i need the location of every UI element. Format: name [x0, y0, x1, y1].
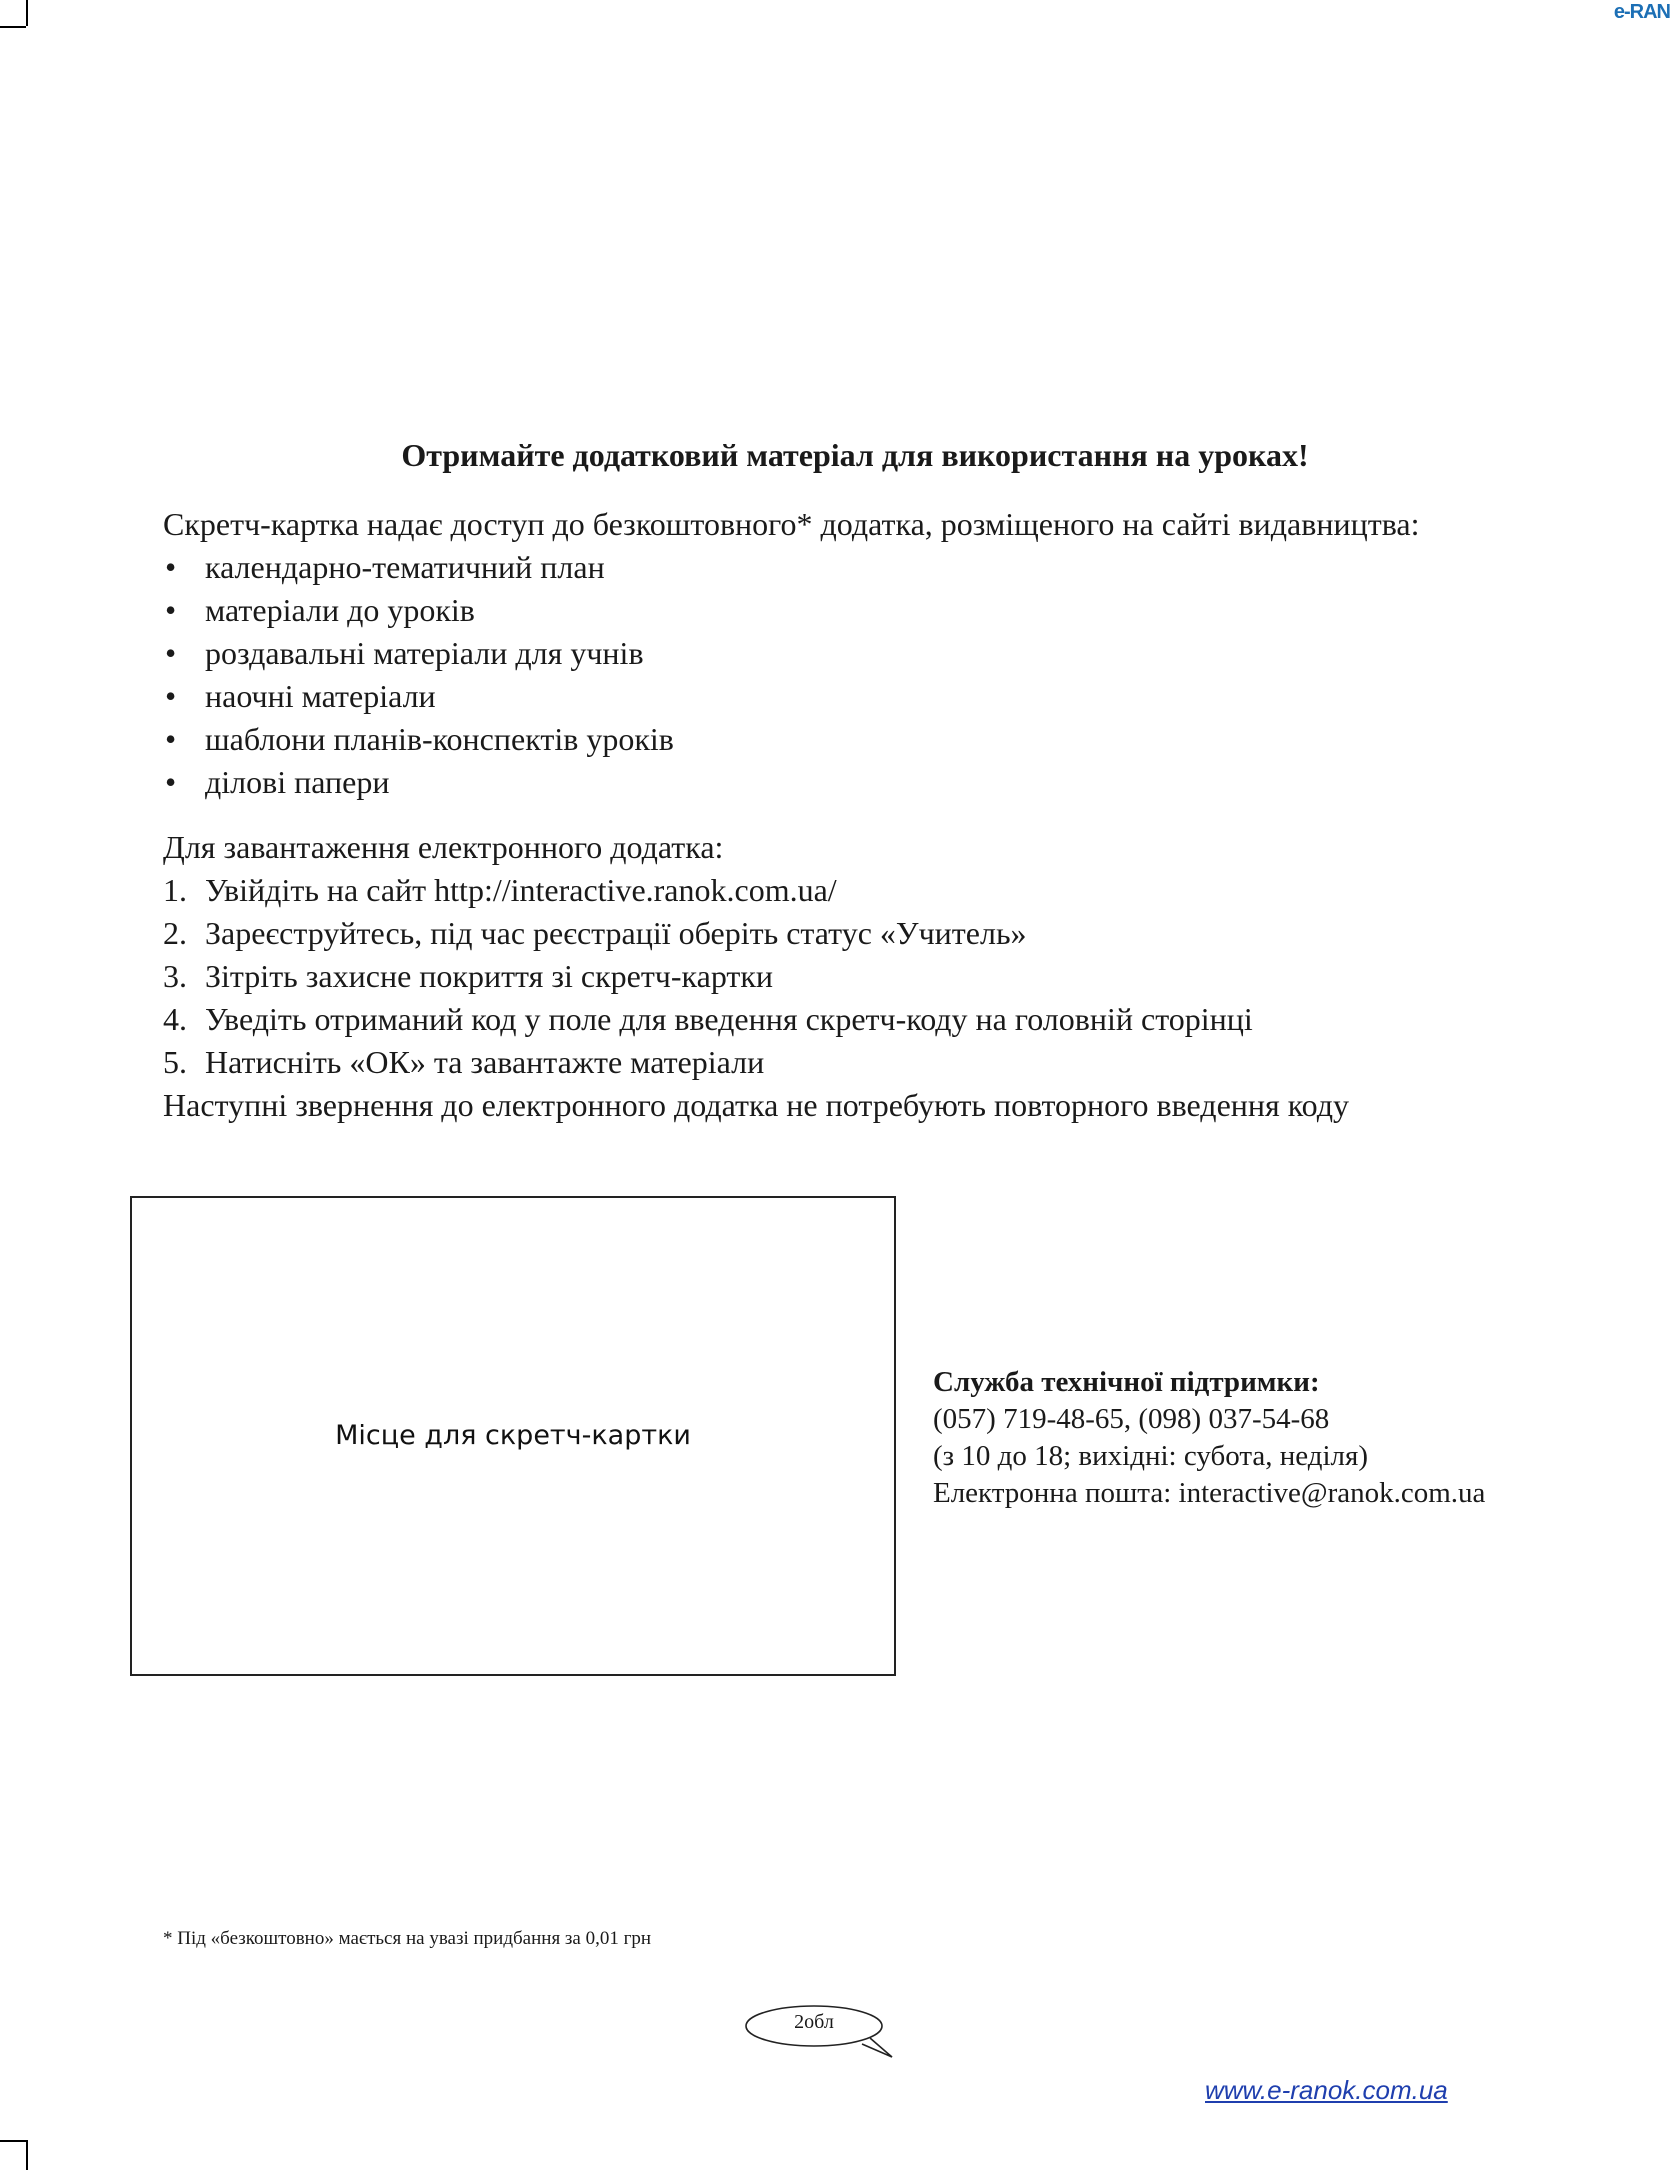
step-text: Зареєструйтесь, під час реєстрації оберіть статус «Учитель»	[205, 915, 1027, 951]
publisher-website-link[interactable]: www.e-ranok.com.ua	[1205, 2075, 1448, 2105]
step-number: 5.	[163, 1044, 187, 1080]
scratch-card-placeholder	[130, 1196, 896, 1676]
support-title: Служба технічної підтримки:	[933, 1366, 1320, 1398]
scratch-card-label: Місце для скретч-картки	[335, 1419, 691, 1451]
features-list	[163, 546, 674, 804]
footnote: * Під «безкоштовно» мається на увазі придбання за 0,01 грн	[163, 1928, 652, 1949]
page-label: 2обл	[794, 2011, 834, 2033]
feature-item: • наочні матеріали	[163, 675, 674, 718]
feature-item: • матеріали до уроків	[163, 589, 674, 632]
logo-text: e-RAN	[1613, 0, 1670, 23]
step-item	[163, 1041, 1253, 1084]
step-item	[163, 912, 1253, 955]
feature-item: • роздавальні матеріали для учнів	[163, 632, 674, 675]
crop-mark-top-left-horizontal	[0, 26, 26, 28]
download-steps-list	[163, 869, 1253, 1084]
feature-item: • календарно-тематичний план	[163, 546, 674, 589]
step-number: 2.	[163, 915, 187, 951]
feature-item: • шаблони планів-конспектів уроків	[163, 718, 674, 761]
closing-note: Наступні звернення до електронного додатка не потребують повторного введення коду	[163, 1087, 1350, 1123]
step-text: Уведіть отриманий код у поле для введення скретч-коду на головній сторінці	[205, 1001, 1253, 1037]
feature-item: • ділові папери	[163, 761, 674, 804]
download-instructions-title: Для завантаження електронного додатка:	[163, 829, 724, 865]
support-email: Електронна пошта: interactive@ranok.com.ua	[933, 1477, 1486, 1509]
support-hours: (з 10 до 18; вихідні: субота, неділя)	[933, 1440, 1368, 1472]
step-item	[163, 998, 1253, 1041]
step-item	[163, 955, 1253, 998]
e-ranok-logo	[1614, 0, 1670, 24]
crop-mark-bottom-left-horizontal	[0, 2140, 26, 2142]
page-heading: Отримайте додатковий матеріал для використання на уроках!	[401, 437, 1309, 473]
crop-mark-bottom-left	[0, 2140, 28, 2170]
support-phones: (057) 719-48-65, (098) 037-54-68	[933, 1403, 1330, 1435]
tech-support-block	[933, 1364, 1485, 1512]
page-label-bubble	[744, 2004, 904, 2060]
step-text: Зітріть захисне покриття зі скретч-картки	[205, 958, 774, 994]
step-text: Натисніть «ОК» та завантажте матеріали	[205, 1044, 765, 1080]
step-number: 4.	[163, 1001, 187, 1037]
step-text: Увійдіть на сайт http://interactive.ranok.com.ua/	[205, 872, 837, 908]
step-number: 1.	[163, 872, 187, 908]
step-item	[163, 869, 1253, 912]
step-number: 3.	[163, 958, 187, 994]
crop-mark-top-left	[0, 0, 28, 26]
intro-paragraph: Скретч-картка надає доступ до безкоштовного* додатка, розміщеного на сайті видавництва:	[163, 506, 1420, 542]
